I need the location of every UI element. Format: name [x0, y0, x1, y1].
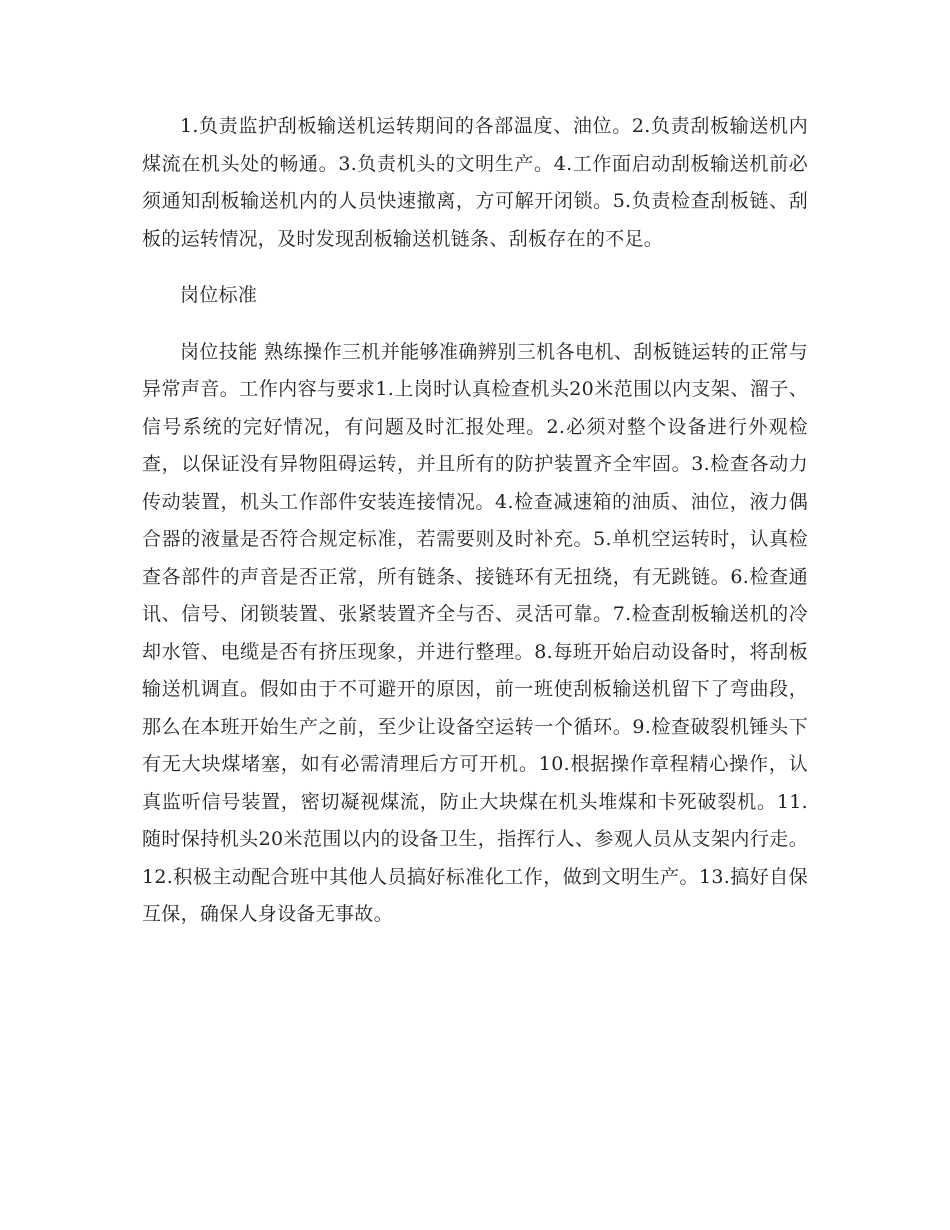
standards-paragraph: 岗位技能 熟练操作三机并能够准确辨别三机各电机、刮板链运转的正常与异常声音。工作内容与要求1.上岗时认真检查机头20米范围以内支架、溜子、信号系统的完好情况，有问题及时汇报处理。2.必须对整个设备进行外观检查，以保证没有异物阻碍运转，并且所有的防护装置齐全牢固。3.检查各动力传动装置，机头工作部件安装连接情况。4.检查减速箱的油质、油位，液力偶合器的液量是否符合规定标准，若需要则及时补充。5.单机空运转时，认真检查各部件的声音是否正常，所有链条、接链环有无扭绕，有无跳链。6.检查通讯、信号、闭锁装置、张紧装置齐全与否、灵活可靠。7.检查刮板输送机的冷却水管、电缆是否有挤压现象，并进行整理。8.每班开始启动设备时，将刮板输送机调直。假如由于不可避开的原因，前一班使刮板输送机留下了弯曲段，那么在本班开始生产之前，至少让设备空运转一个循环。9.检查破裂机锤头下有无大块煤堵塞，如有必需清理后方可开机。10.根据操作章程精心操作，认真监听信号装置，密切凝视煤流，防止大块煤在机头堆煤和卡死破裂机。11.随时保持机头20米范围以内的设备卫生，指挥行人、参观人员从支架内行走。12.积极主动配合班中其他人员搞好标准化工作，做到文明生产。13.搞好自保互保，确保人身设备无事故。	[142, 340, 808, 925]
section-heading: 岗位标准	[180, 284, 258, 306]
duty-paragraph: 1.负责监护刮板输送机运转期间的各部温度、油位。2.负责刮板输送机内煤流在机头处的畅通。3.负责机头的文明生产。4.工作面启动刮板输送机前必须通知刮板输送机内的人员快速撤离，方可解开闭锁。5.负责检查刮板链、刮板的运转情况，及时发现刮板输送机链条、刮板存在的不足。	[142, 115, 808, 250]
document-page	[142, 108, 808, 934]
